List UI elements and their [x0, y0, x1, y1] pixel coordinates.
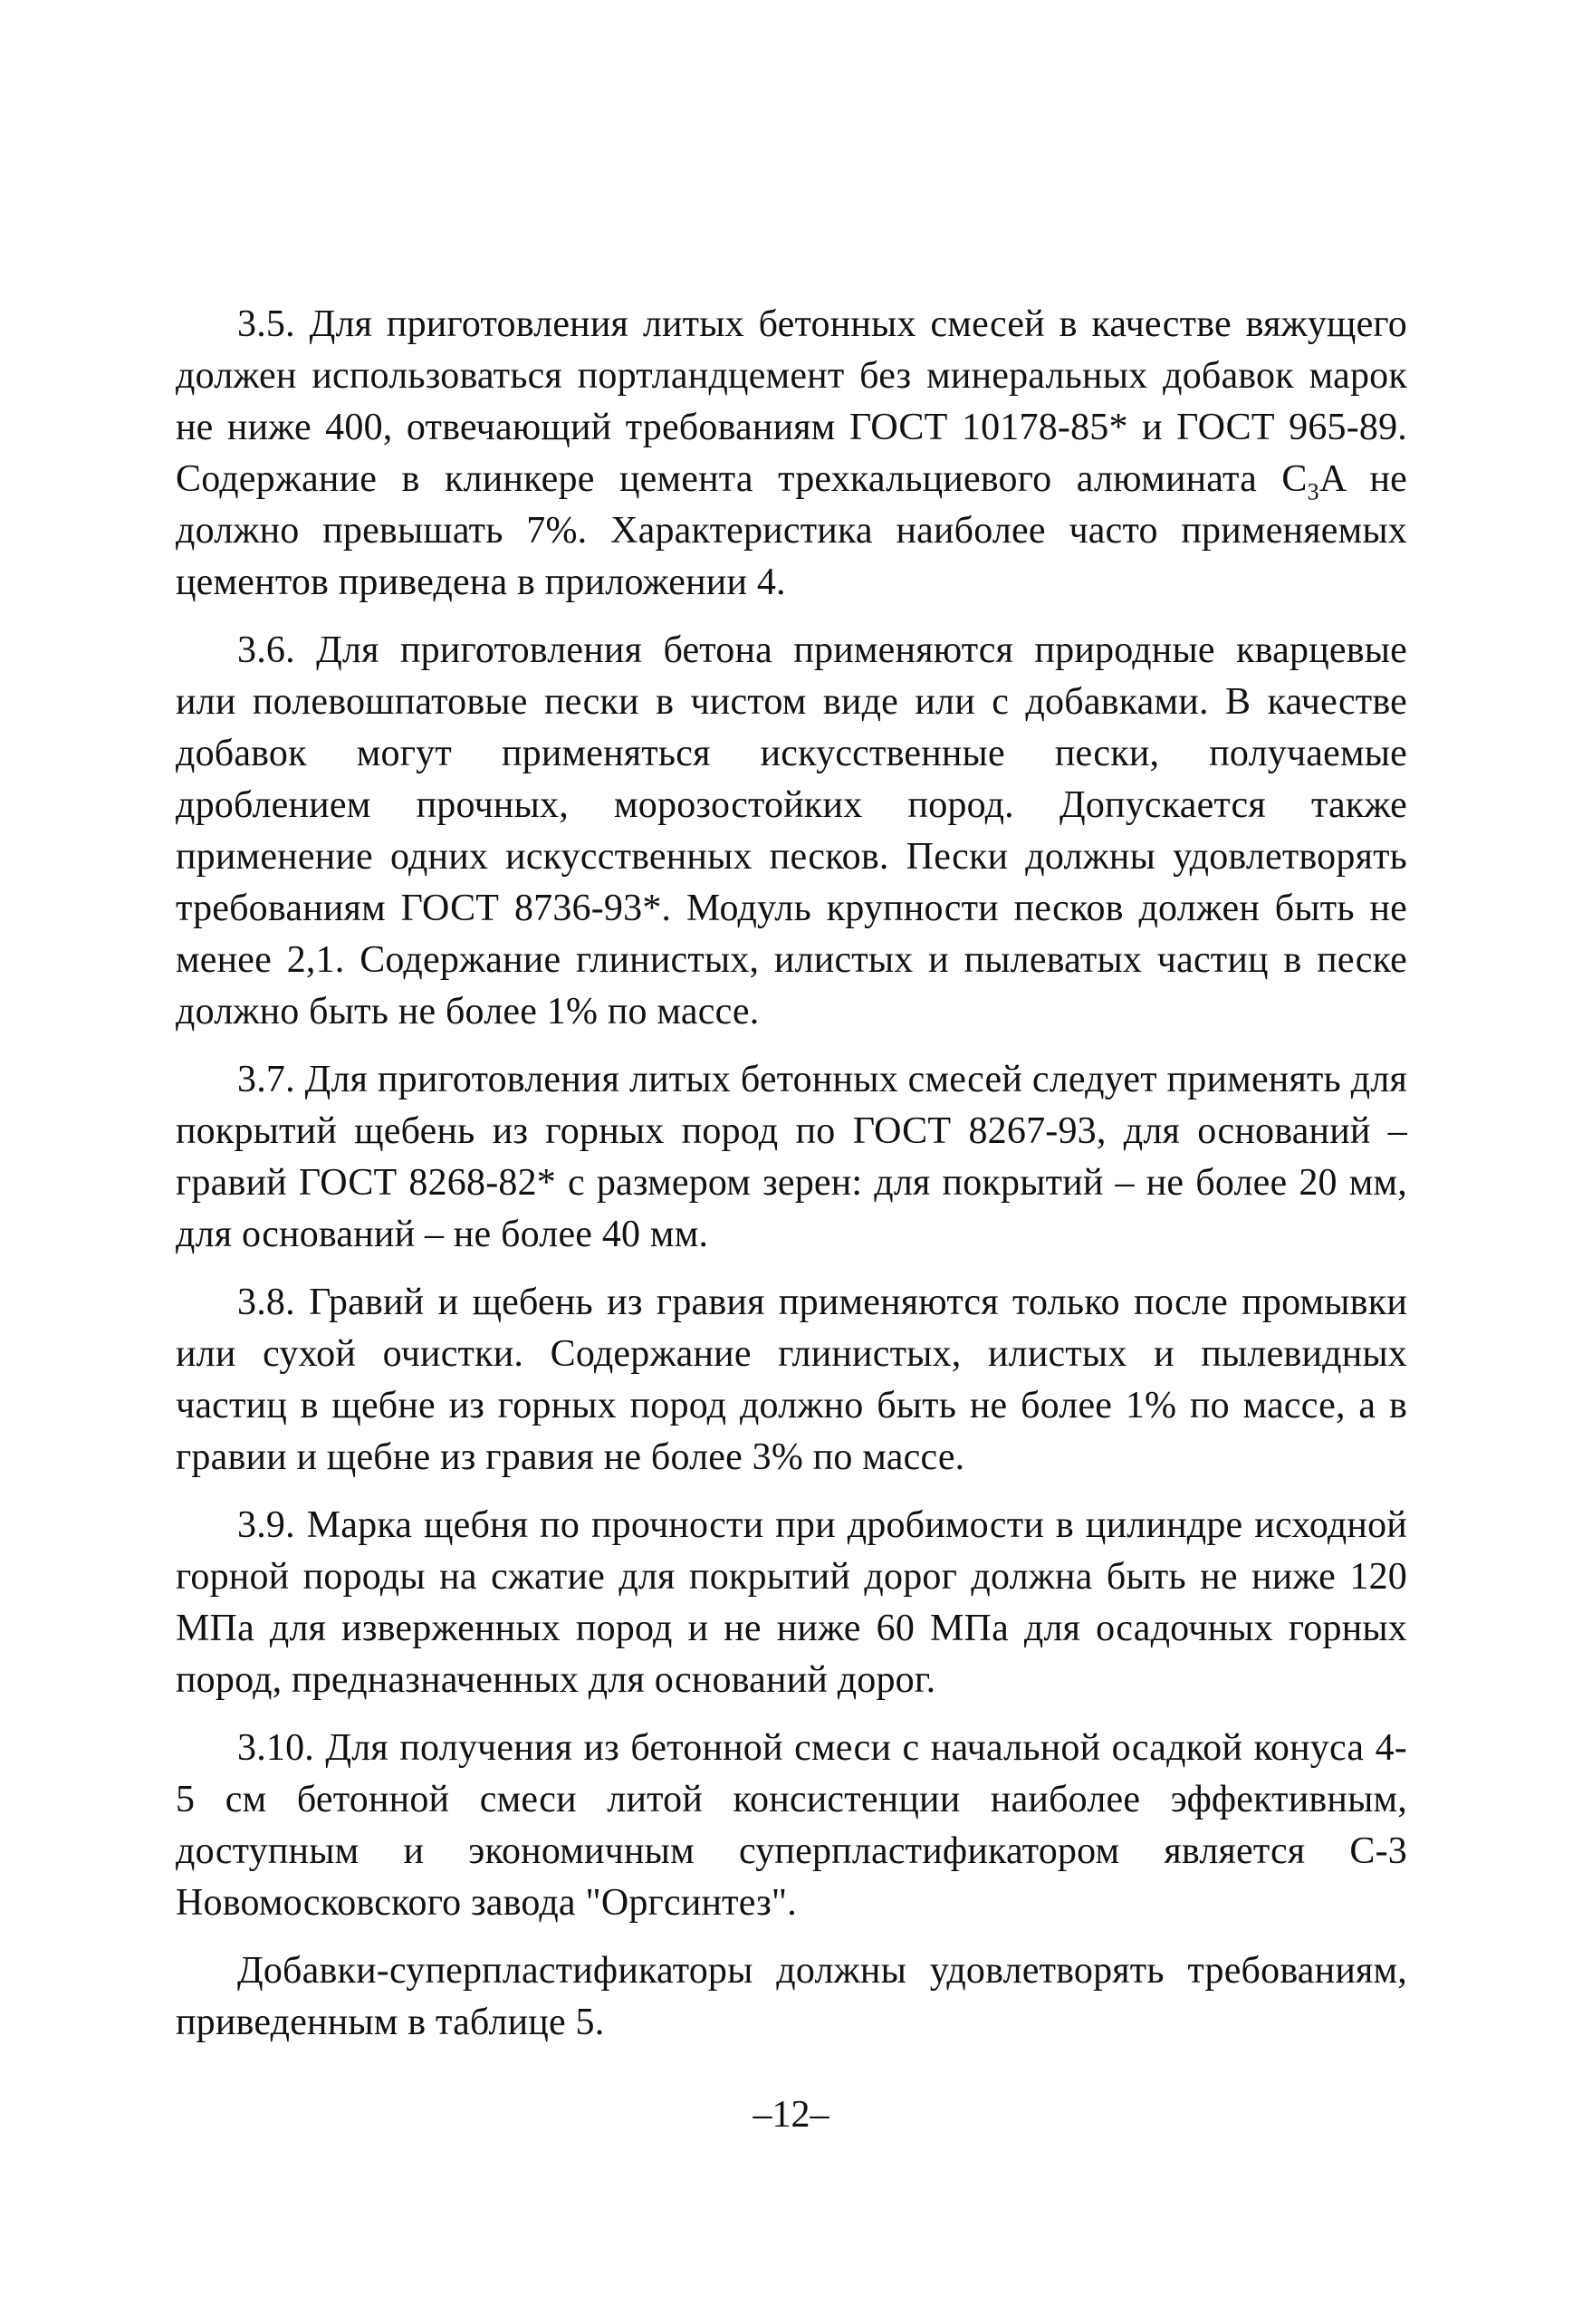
paragraph-3-10: 3.10. Для получения из бетонной смеси с начальной осадкой конуса 4-5 см бетонной смеси литой консистенции наиболее эффективным, доступным и экономичным суперпластификатором является С-3 Новомосковского завода "Оргсинтез". [176, 1727, 1407, 1924]
subscript-3: 3 [1307, 478, 1319, 505]
paragraph-3-8: 3.8. Гравий и щебень из гравия применяются только после промывки или сухой очистки. Содержание глинистых, илистых и пылевидных частиц в щебне из горных пород должно быть не более 1% по массе, а в гравии и щебне из гравия не более 3% по массе. [176, 1282, 1407, 1478]
page-number: –12– [753, 2094, 829, 2136]
paragraph-3-5-text-b: A не должно превышать 7%. Характеристика наиболее часто применяемых цементов приведена в приложении 4. [176, 458, 1408, 603]
paragraph-3-9: 3.9. Марка щебня по прочности при дробимости в цилиндре исходной горной породы на сжатие для покрытий дорог должна быть не ниже 120 МПа для изверженных пород и не ниже 60 МПа для осадочных горных пород, предназначенных для оснований дорог. [176, 1504, 1407, 1701]
paragraph-3-5-text-a: 3.5. Для приготовления литых бетонных смесей в качестве вяжущего должен использоваться портландцемент без минеральных добавок марок не ниже 400, отвечающий требованиям ГОСТ 10178-85* и ГОСТ 965-89. Содержание в клинкере цемента трехкальциевого алюмината C [176, 303, 1407, 500]
paragraph-3-6: 3.6. Для приготовления бетона применяются природные кварцевые или полевошпатовые пески в чистом виде или с добавками. В качестве добавок могут применяться искусственные пески, получаемые дроблением прочных, морозостойких пород. Допускается также применение одних искусственных песков. Пески должны удовлетворять требованиям ГОСТ 8736-93*. Модуль крупности песков должен быть не менее 2,1. Содержание глинистых, илистых и пылеватых частиц в песке должно быть не более 1% по массе. [176, 629, 1407, 1032]
body-text [176, 299, 1407, 2065]
paragraph-3-5 [176, 299, 1407, 609]
paragraph-additives: Добавки-суперпластификаторы должны удовлетворять требованиям, приведенным в таблице 5. [176, 1950, 1407, 2043]
paragraph-3-7: 3.7. Для приготовления литых бетонных смесей следует применять для покрытий щебень из горных пород по ГОСТ 8267-93, для оснований – гравий ГОСТ 8268-82* с размером зерен: для покрытий – не более 20 мм, для оснований – не более 40 мм. [176, 1059, 1407, 1255]
